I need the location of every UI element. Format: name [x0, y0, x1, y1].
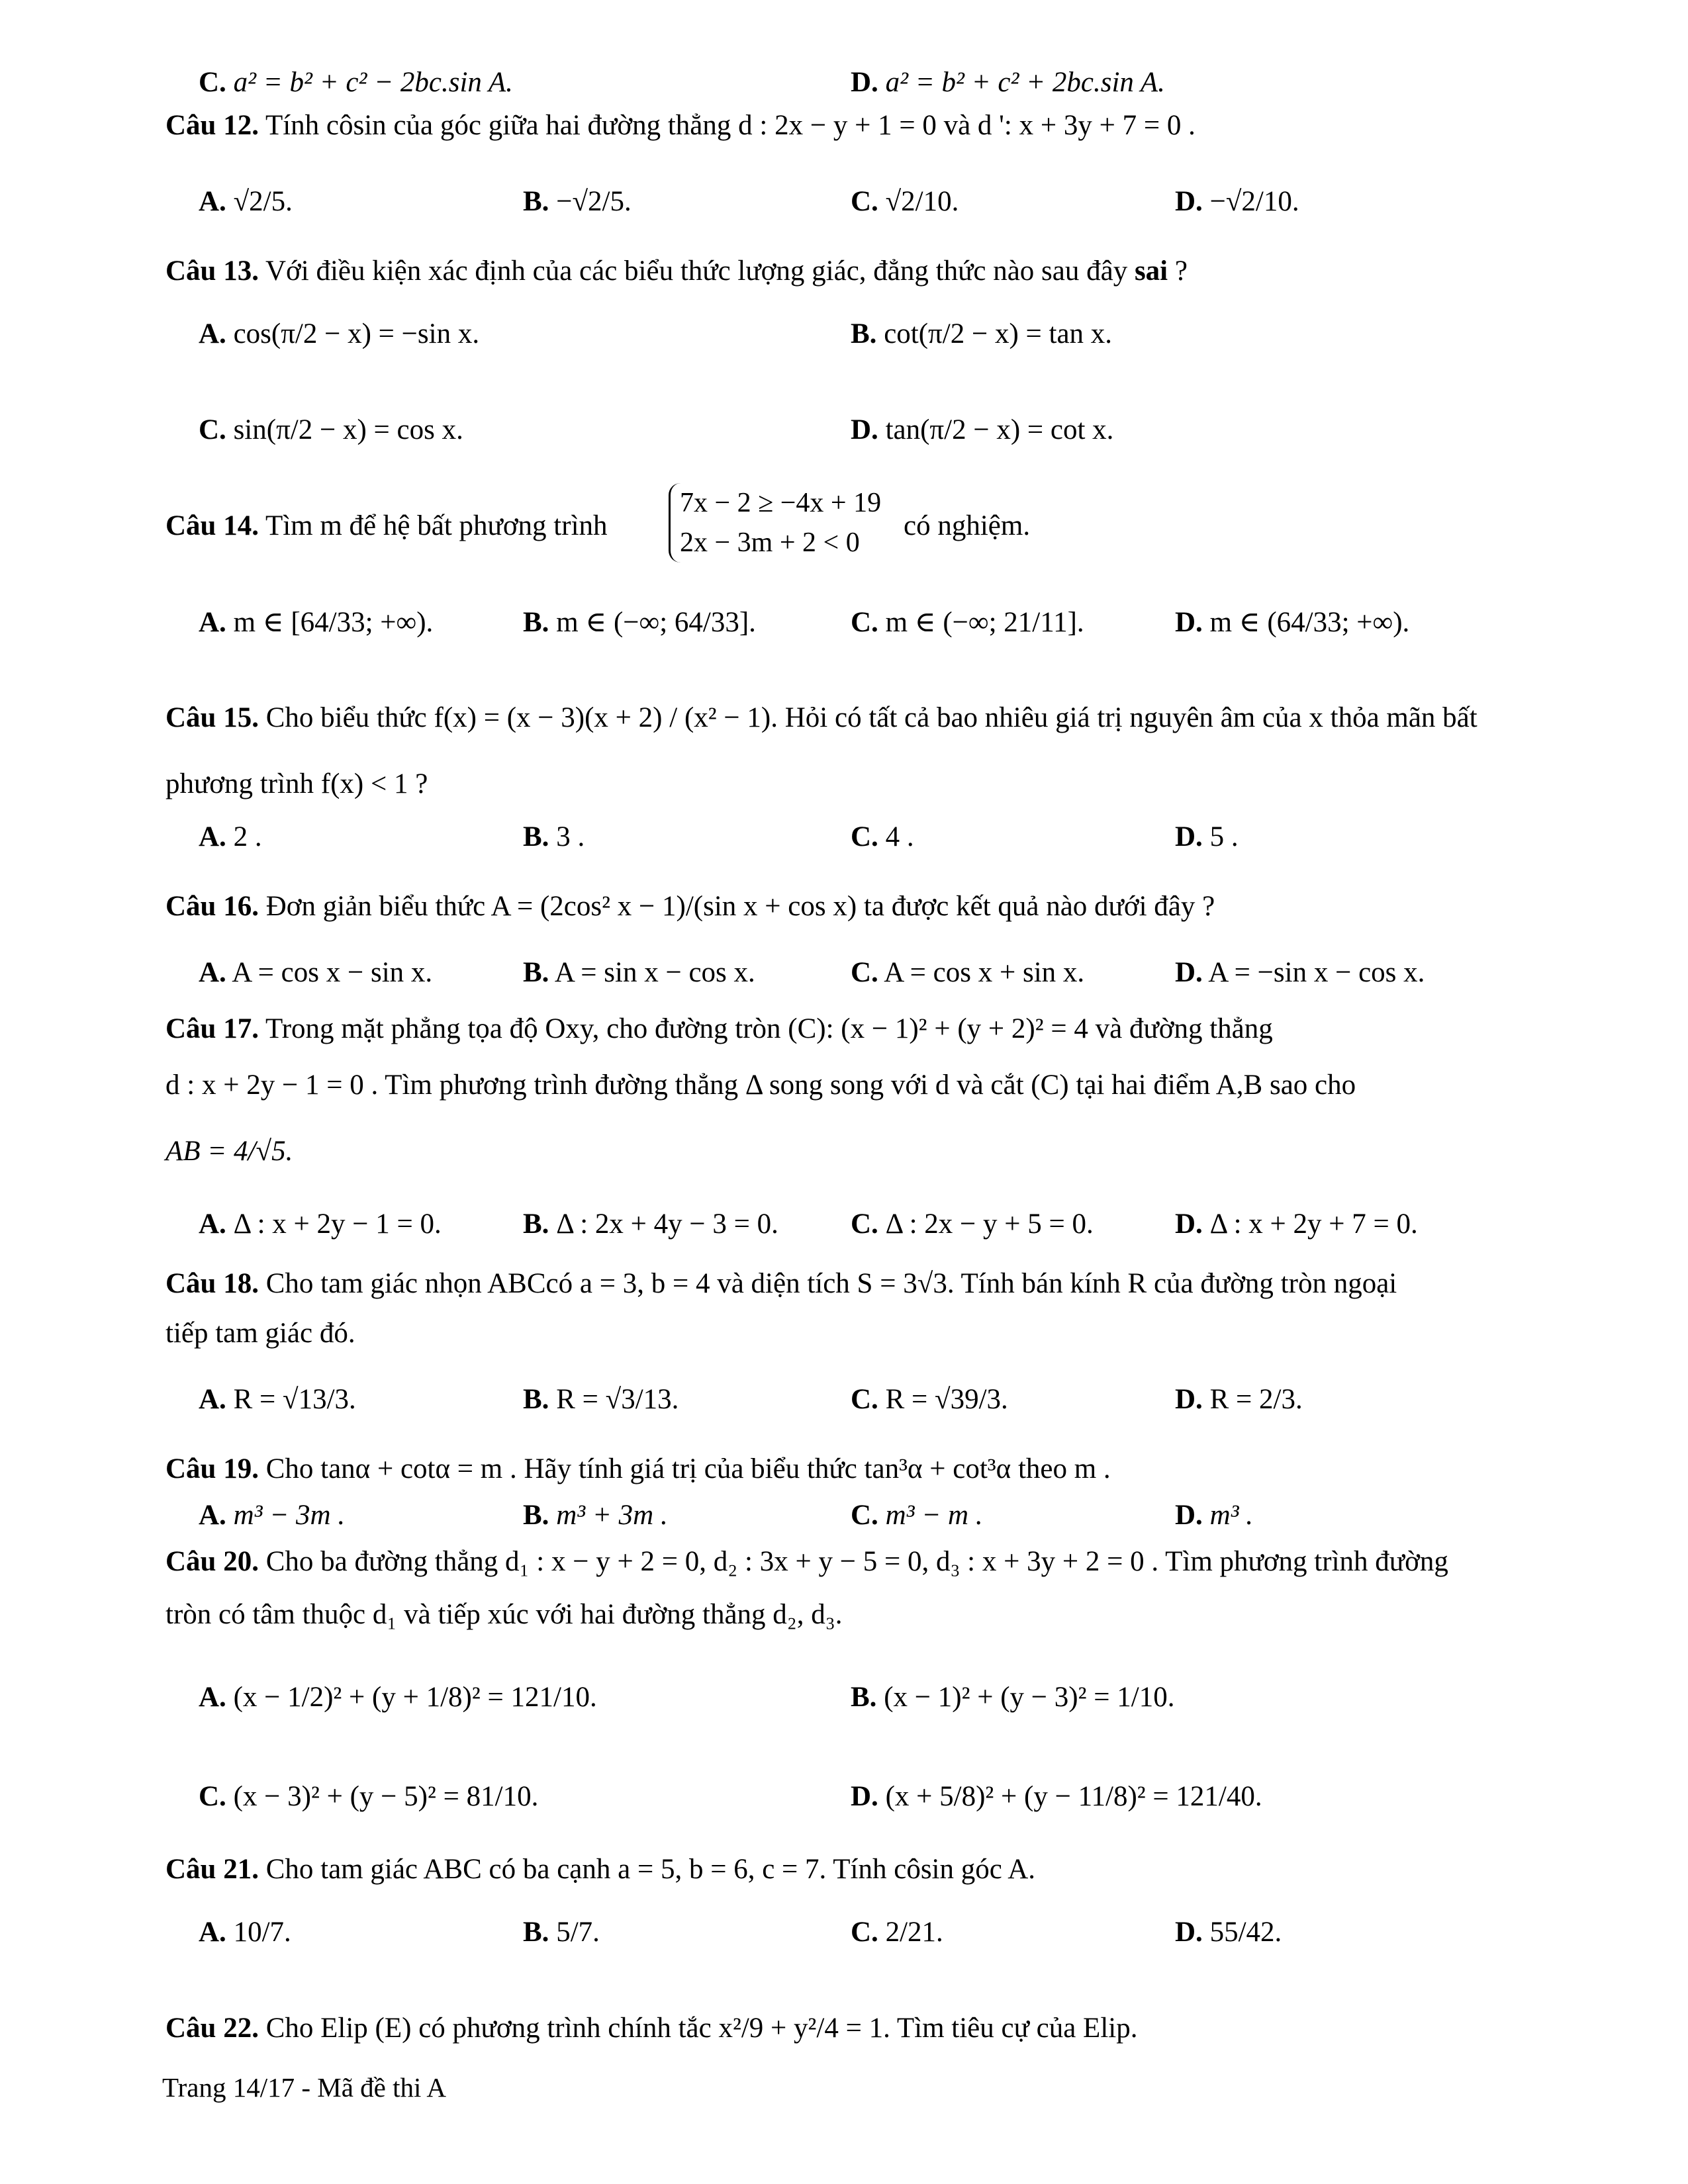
q12-option-a: A. √2/5.: [199, 186, 293, 217]
q14-option-d: D. m ∈ (64/33; +∞).: [1175, 607, 1410, 638]
q14-system-line-1: 7x − 2 ≥ −4x + 19: [680, 488, 882, 518]
q15-stem-line-2: phương trình f(x) < 1 ?: [165, 768, 428, 799]
q15-option-b: B. 3 .: [523, 821, 585, 852]
q18-option-a: A. R = √13/3.: [199, 1384, 356, 1415]
q13-option-c: C. sin(π/2 − x) = cos x.: [199, 414, 463, 445]
q17-stem-line-2: d : x + 2y − 1 = 0 . Tìm phương trình đường thẳng Δ song song với d và cắt (C) tại hai điểm A,B sao cho: [165, 1069, 1356, 1101]
q17-option-c: C. Δ : 2x − y + 5 = 0.: [851, 1208, 1094, 1240]
q15-option-a: A. 2 .: [199, 821, 262, 852]
q19-option-c: C. m³ − m .: [851, 1500, 983, 1531]
q20-stem: Câu 20. Cho ba đường thẳng d₁ : x − y + 2 = 0, d₂ : 3x + y − 5 = 0, d₃ : x + 3y + 2 = 0 . Tìm phương trình đường: [165, 1546, 1448, 1577]
q17-option-a: A. Δ : x + 2y − 1 = 0.: [199, 1208, 442, 1240]
q21-stem: Câu 21. Cho tam giác ABC có ba cạnh a = 5, b = 6, c = 7. Tính côsin góc A.: [165, 1854, 1036, 1885]
q12-option-c: C. √2/10.: [851, 186, 959, 217]
q12-option-d: D. −√2/10.: [1175, 186, 1299, 217]
q20-option-a: A. (x − 1/2)² + (y + 1/8)² = 121/10.: [199, 1682, 597, 1713]
q22-stem: Câu 22. Cho Elip (E) có phương trình chính tắc x²/9 + y²/4 = 1. Tìm tiêu cự của Elip.: [165, 2013, 1138, 2044]
q20-option-d: D. (x + 5/8)² + (y − 11/8)² = 121/40.: [851, 1781, 1262, 1812]
q20-stem-line-2: tròn có tâm thuộc d₁ và tiếp xúc với hai đường thẳng d₂, d₃.: [165, 1599, 843, 1630]
q19-option-b: B. m³ + 3m .: [523, 1500, 668, 1531]
q18-option-c: C. R = √39/3.: [851, 1384, 1008, 1415]
q18-stem-line-2: tiếp tam giác đó.: [165, 1318, 355, 1349]
q15-stem: Câu 15. Cho biểu thức f(x) = (x − 3)(x + 2) / (x² − 1). Hỏi có tất cả bao nhiêu giá trị nguyên âm của x thỏa mãn bất: [165, 702, 1477, 733]
q14-system: [669, 483, 881, 563]
q20-option-c: C. (x − 3)² + (y − 5)² = 81/10.: [199, 1781, 539, 1812]
q15-option-d: D. 5 .: [1175, 821, 1239, 852]
q21-option-d: D. 55/42.: [1175, 1917, 1282, 1948]
q15-option-c: C. 4 .: [851, 821, 914, 852]
q12-option-b: B. −√2/5.: [523, 186, 632, 217]
q20-option-b: B. (x − 1)² + (y − 3)² = 1/10.: [851, 1682, 1175, 1713]
q13-option-b: B. cot(π/2 − x) = tan x.: [851, 318, 1113, 349]
q13-stem: Câu 13. Với điều kiện xác định của các biểu thức lượng giác, đẳng thức nào sau đây sai ?: [165, 255, 1188, 287]
q21-option-c: C. 2/21.: [851, 1917, 943, 1948]
q19-stem: Câu 19. Cho tanα + cotα = m . Hãy tính giá trị của biểu thức tan³α + cot³α theo m .: [165, 1453, 1111, 1484]
q21-option-b: B. 5/7.: [523, 1917, 600, 1948]
q11-option-c: C. a² = b² + c² − 2bc.sin A.: [199, 67, 513, 98]
q14-stem-tail: có nghiệm.: [904, 510, 1031, 541]
q11-option-d: D. a² = b² + c² + 2bc.sin A.: [851, 67, 1165, 98]
q18-stem: Câu 18. Cho tam giác nhọn ABCcó a = 3, b = 4 và diện tích S = 3√3. Tính bán kính R của đường tròn ngoại: [165, 1268, 1397, 1299]
q17-stem-line-3: AB = 4/√5.: [165, 1136, 293, 1167]
q14-option-c: C. m ∈ (−∞; 21/11].: [851, 607, 1084, 638]
q19-option-a: A. m³ − 3m .: [199, 1500, 346, 1531]
q16-option-d: D. A = −sin x − cos x.: [1175, 957, 1425, 988]
q14-system-line-2: 2x − 3m + 2 < 0: [680, 527, 860, 558]
q14-option-b: B. m ∈ (−∞; 64/33].: [523, 607, 756, 638]
q18-option-b: B. R = √3/13.: [523, 1384, 679, 1415]
q14-option-a: A. m ∈ [64/33; +∞).: [199, 607, 434, 638]
q16-option-c: C. A = cos x + sin x.: [851, 957, 1085, 988]
q16-option-b: B. A = sin x − cos x.: [523, 957, 755, 988]
q17-stem: Câu 17. Trong mặt phẳng tọa độ Oxy, cho đường tròn (C): (x − 1)² + (y + 2)² = 4 và đường thẳng: [165, 1013, 1273, 1044]
q21-option-a: A. 10/7.: [199, 1917, 291, 1948]
q13-option-a: A. cos(π/2 − x) = −sin x.: [199, 318, 480, 349]
q19-option-d: D. m³ .: [1175, 1500, 1254, 1531]
page-footer: Trang 14/17 - Mã đề thi A: [162, 2072, 446, 2103]
q13-option-d: D. tan(π/2 − x) = cot x.: [851, 414, 1114, 445]
q16-option-a: A. A = cos x − sin x.: [199, 957, 433, 988]
q18-option-d: D. R = 2/3.: [1175, 1384, 1303, 1415]
q17-option-b: B. Δ : 2x + 4y − 3 = 0.: [523, 1208, 778, 1240]
q14-stem: Câu 14. Tìm m để hệ bất phương trình: [165, 510, 608, 541]
q12-stem: Câu 12. Tính côsin của góc giữa hai đường thẳng d : 2x − y + 1 = 0 và d ': x + 3y + 7 = 0 .: [165, 110, 1196, 141]
q16-stem: Câu 16. Đơn giản biểu thức A = (2cos² x − 1)/(sin x + cos x) ta được kết quả nào dưới đây ?: [165, 891, 1215, 922]
q17-option-d: D. Δ : x + 2y + 7 = 0.: [1175, 1208, 1418, 1240]
